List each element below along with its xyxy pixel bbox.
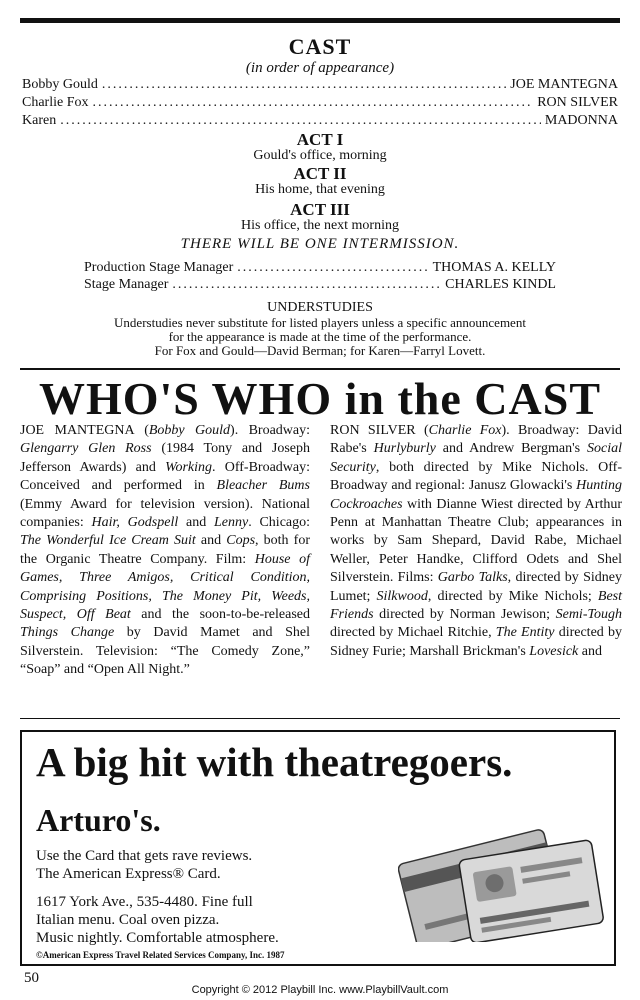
bio-title-text: Best Friends (330, 588, 623, 623)
staff-row (84, 260, 556, 278)
bio-text: , directed by Mike Nichols; (427, 588, 598, 604)
bio-title-text: Bobby Gould (148, 423, 231, 438)
bio-text: , both for the Organic Theatre Company. Film: (20, 533, 311, 567)
page-number: 50 (24, 970, 39, 986)
bio-text: directed by Norman Jewison; (373, 607, 556, 623)
act-label: ACT III (290, 200, 350, 219)
actor-name: JOE MANTEGNA (510, 77, 618, 92)
bio-title-text: Glengarry Glen Ross (20, 441, 152, 457)
act-label: ACT II (293, 164, 347, 183)
intermission-note: THERE WILL BE ONE INTERMISSION. (180, 236, 460, 252)
bio-title-text: House of Games, Three Amigos, Critical Condition, Comprising Positions, The Money Pit, Weeds, Suspect, Off Beat (20, 551, 310, 623)
bio-text: and Andrew Bergman's (435, 441, 587, 457)
ad-line: The American Express® Card. (36, 866, 221, 882)
bio-title-text: Lenny (213, 515, 249, 531)
bio-text: . Off-Broadway: Conceived and performed in (20, 459, 311, 494)
understudies-line: Understudies never substitute for listed players unless a specific announcement (114, 315, 526, 330)
ad-copyright: ©American Express Travel Related Services Company, Inc. 1987 (36, 950, 285, 960)
bio-title-text: Cops (226, 533, 256, 549)
understudies-text (60, 316, 580, 358)
bio-text: and the soon-to-be-released (130, 607, 311, 623)
bio-text: with Dianne Wiest directed by Arthur Penn at Manhattan Theatre Club; appearances in works by Sam Shepard, David Rabe, Michael Weller, Peter Handke, Clifford Odets and Shel Silverstein. Films: (330, 496, 622, 586)
copyright-footer: Copyright © 2012 Playbill Inc. www.PlaybillVault.com (191, 984, 449, 996)
bio-title-text: Bleacher Bums (216, 478, 310, 494)
bio-title-text: Working (165, 459, 213, 475)
bio-title-text: Charlie Fox (428, 423, 502, 438)
bio-title-text: The Entity (495, 625, 555, 641)
ad-line: Music nightly. Comfortable atmosphere. (36, 930, 279, 946)
staff-role: Production Stage Manager (84, 260, 234, 275)
bio-joe-mantegna (20, 422, 310, 680)
act-setting: His home, that evening (255, 182, 385, 197)
top-rule (20, 18, 620, 23)
bio-text: and (195, 533, 227, 549)
understudies-line: for the appearance is made at the time of the performance. (168, 329, 472, 344)
bio-title-text: Lovesick (529, 643, 579, 659)
staff-row (84, 277, 556, 295)
whos-who-heading: WHO'S WHO in the CAST (38, 373, 602, 424)
american-express-ad (20, 730, 616, 966)
bio-text: , both directed by Mike Nichols. Off-Broadway and regional: Janusz Glowacki's (330, 459, 622, 494)
bio-title-text: Semi-Tough (555, 607, 622, 623)
cast-heading: CAST (288, 34, 352, 59)
act-setting: Gould's office, morning (253, 148, 387, 163)
bio-text: RON SILVER ( (330, 423, 429, 438)
bio-title-text: Hair, Godspell (91, 515, 179, 531)
bio-text: ). Broadway: (230, 423, 311, 438)
bio-title-text: Things Change (20, 625, 115, 641)
character-name: Bobby Gould (22, 77, 98, 92)
bio-title-text: Garbo Talks (437, 570, 508, 586)
ad-headline: A big hit with theatregoers. (36, 739, 513, 785)
bio-text: directed by Michael Ritchie, (330, 625, 496, 641)
understudies-heading: UNDERSTUDIES (267, 300, 373, 315)
ad-top-rule (20, 718, 620, 719)
ad-line: 1617 York Ave., 535-4480. Fine full (36, 894, 253, 910)
understudies-line: For Fox and Gould—David Berman; for Karen—Farryl Lovett. (154, 343, 486, 358)
leader-dots (60, 112, 541, 130)
bio-text: and (578, 643, 602, 659)
leader-dots (93, 94, 534, 112)
bio-text: by David Mamet and Shel Silverstein. Television: “The Comedy Zone,” “Soap” and “Open All Night.” (20, 625, 310, 678)
bio-ron-silver (330, 422, 622, 661)
character-name: Charlie Fox (22, 95, 89, 110)
leader-dots (172, 277, 441, 293)
bio-title-text: Social Security (330, 441, 622, 475)
bio-text: JOE MANTEGNA ( (20, 423, 149, 438)
cast-role-row (22, 76, 618, 94)
ad-brand-name: Arturo's. (36, 802, 161, 838)
credit-card-icon (398, 820, 606, 942)
ad-line: Italian menu. Coal oven pizza. (36, 912, 220, 928)
leader-dots (102, 76, 506, 94)
bio-title-text: Silkwood (376, 588, 428, 604)
cast-role-row (22, 94, 618, 112)
act-setting: His office, the next morning (241, 218, 399, 233)
actor-name: MADONNA (544, 113, 618, 128)
cast-role-row (22, 112, 618, 130)
bio-text: ). Broadway: David Rabe's (330, 423, 623, 457)
cast-subtitle: (in order of appearance) (245, 60, 395, 76)
act-label: ACT I (296, 130, 344, 149)
bio-title-text: The Wonderful Ice Cream Suit (20, 533, 196, 549)
bio-text: , directed by Sidney Lumet; (330, 570, 622, 604)
ad-line: Use the Card that gets rave reviews. (36, 848, 253, 864)
leader-dots (237, 260, 428, 276)
staff-role: Stage Manager (84, 277, 169, 292)
bio-text: directed by Sidney Furie; Marshall Brickman's (330, 625, 623, 659)
staff-name: CHARLES KINDL (445, 277, 556, 292)
section-rule (20, 368, 620, 370)
bio-title-text: Hurlyburly (373, 441, 436, 457)
bio-text: . Chicago: (248, 515, 311, 531)
bio-text: and (178, 515, 214, 531)
bio-text: (Emmy Award for television version). National companies: (20, 496, 310, 531)
staff-name: THOMAS A. KELLY (432, 260, 556, 275)
actor-name: RON SILVER (537, 95, 618, 110)
character-name: Karen (22, 113, 57, 128)
bio-title-text: Hunting Cockroaches (330, 478, 622, 512)
bio-text: (1984 Tony and Joseph Jefferson Awards) and (20, 441, 310, 475)
